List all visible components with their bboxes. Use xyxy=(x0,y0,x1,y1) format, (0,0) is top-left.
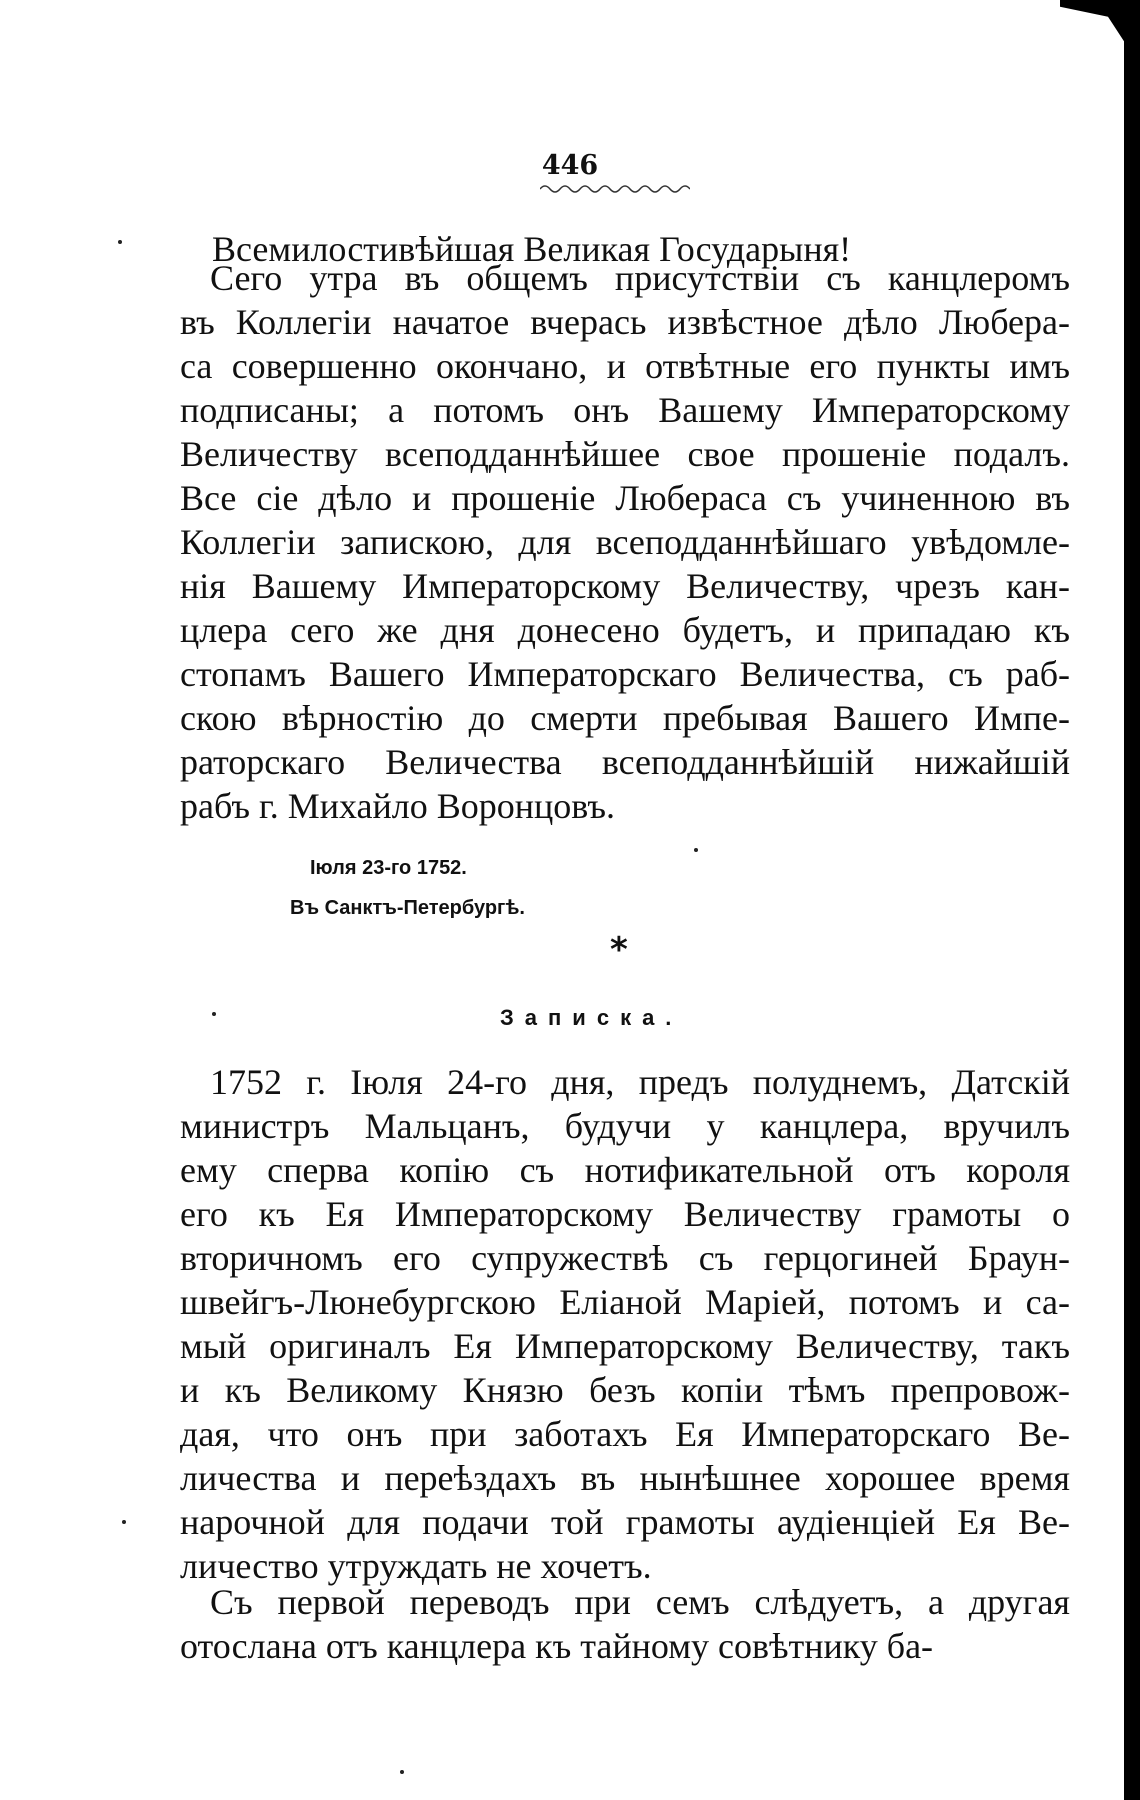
text-line: въ Коллегіи начатое вчерась извѣстное дѣло Любера- xyxy=(180,302,1070,342)
wavy-rule-ornament xyxy=(540,183,690,195)
text-line: дая, что онъ при заботахъ Ея Императорскаго Ве- xyxy=(180,1414,1070,1454)
text-line: нія Вашему Императорскому Величеству, чрезъ кан- xyxy=(180,566,1070,606)
text-line: швейгъ-Люнебургскою Еліаной Маріей, потомъ и са- xyxy=(180,1282,1070,1322)
text-line: раторскаго Величества всеподданнѣйшій нижайшій xyxy=(180,742,1070,782)
text-line: скою вѣрностію до смерти пребывая Вашего Импе- xyxy=(180,698,1070,738)
section-separator: * xyxy=(610,930,628,970)
text-line: мый оригиналъ Ея Императорскому Величеству, такъ xyxy=(180,1326,1070,1366)
note-body xyxy=(180,1060,1070,1588)
text-line: личества и переѣздахъ въ нынѣшнее хорошее время xyxy=(180,1458,1070,1498)
letter-dateline xyxy=(290,848,525,928)
text-line: министръ Мальцанъ, будучи у канцлера, вручилъ xyxy=(180,1106,1070,1146)
page-number: 446 xyxy=(541,150,599,181)
letter-place: Въ Санктъ-Петербургѣ. xyxy=(290,897,525,919)
text-line: его къ Ея Императорскому Величеству грамоты о xyxy=(180,1194,1070,1234)
text-line: Все сіе дѣло и прошеніе Любераса съ учиненною въ xyxy=(180,478,1070,518)
scan-edge-shadow-right xyxy=(1124,0,1140,1800)
final-paragraph xyxy=(180,1580,1070,1668)
text-line: Сего утра въ общемъ присутствіи съ канцлеромъ xyxy=(210,258,1070,298)
letter-body xyxy=(180,256,1070,828)
salutation: Всемилостивѣйшая Великая Государыня! xyxy=(212,229,852,269)
text-line: и къ Великому Князю безъ копіи тѣмъ препровож- xyxy=(180,1370,1070,1410)
text-line: отослана отъ канцлера къ тайному совѣтнику ба- xyxy=(180,1626,934,1666)
section-heading: Записка. xyxy=(500,1005,683,1030)
text-line: рабъ г. Михайло Воронцовъ. xyxy=(180,786,615,826)
text-line: Съ первой переводъ при семъ слѣдуетъ, а другая xyxy=(210,1582,1070,1622)
text-line: 1752 г. Іюля 24-го дня, предъ полуднемъ, Датскій xyxy=(210,1062,1070,1102)
text-line: ему сперва копію съ нотификательной отъ короля xyxy=(180,1150,1070,1190)
text-line: вторичномъ его супружествѣ съ герцогиней Браун- xyxy=(180,1238,1070,1278)
text-line: цлера сего же дня донесено будетъ, и припадаю къ xyxy=(180,610,1070,650)
text-line: са совершенно окончано, и отвѣтные его пункты имъ xyxy=(180,346,1070,386)
letter-date: Іюля 23-го 1752. xyxy=(310,857,467,879)
text-line: подписаны; а потомъ онъ Вашему Императорскому xyxy=(180,390,1070,430)
text-line: личество утруждать не хочетъ. xyxy=(180,1546,652,1586)
text-line: нарочной для подачи той грамоты аудіенціей Ея Ве- xyxy=(180,1502,1070,1542)
text-line: стопамъ Вашего Императорскаго Величества, съ раб- xyxy=(180,654,1070,694)
text-line: Коллегіи запискою, для всеподданнѣйшаго увѣдомле- xyxy=(180,522,1070,562)
text-line: Величеству всеподданнѣйшее свое прошеніе подалъ. xyxy=(180,434,1070,474)
